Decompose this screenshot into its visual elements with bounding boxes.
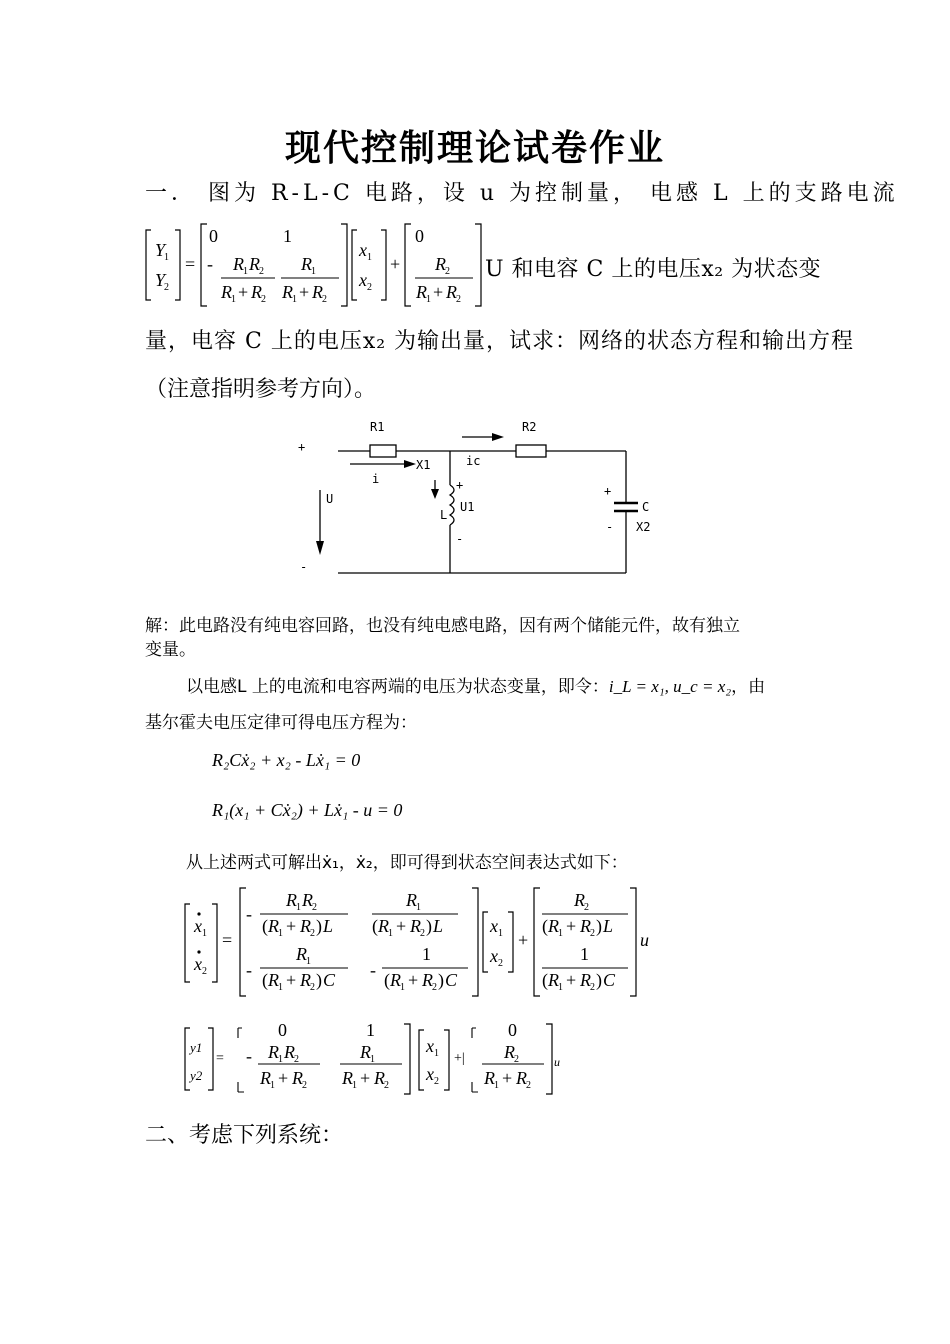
svg-text:R: R <box>342 1068 353 1088</box>
svg-text:(: ( <box>262 970 268 990</box>
svg-text:x: x <box>490 946 498 966</box>
svg-text:y1: y1 <box>190 1040 203 1055</box>
svg-text:-: - <box>207 254 213 274</box>
svg-text:C: C <box>445 970 458 990</box>
svg-text:+: + <box>238 282 249 302</box>
svg-text:R: R <box>360 1042 371 1062</box>
svg-text:y2: y2 <box>190 1068 203 1083</box>
svg-text:1: 1 <box>306 956 311 967</box>
label-ic: ic <box>466 454 481 468</box>
svg-text:L: L <box>323 916 334 936</box>
svg-text:R: R <box>284 1042 295 1062</box>
svg-text:): ) <box>316 916 322 936</box>
svg-text:1: 1 <box>231 294 236 305</box>
svg-text:2: 2 <box>498 958 503 969</box>
svg-text:u: u <box>554 1055 560 1069</box>
svg-text:R: R <box>302 890 313 910</box>
svg-text:x: x <box>490 916 498 936</box>
minus-capacitor: - <box>606 520 614 534</box>
svg-text:+: + <box>518 930 529 950</box>
svg-text:0: 0 <box>508 1020 517 1040</box>
svg-text:R: R <box>580 916 591 936</box>
problem2-heading: 二、考虑下列系统： <box>145 1123 344 1148</box>
minus-inductor: - <box>456 532 464 546</box>
problem1-output-equation <box>145 220 505 310</box>
svg-text:): ) <box>596 916 602 936</box>
label-u1: U1 <box>460 500 475 514</box>
svg-text:C: C <box>323 970 336 990</box>
solution-line3-tail: ，由 <box>731 677 766 697</box>
svg-text:R: R <box>378 916 389 936</box>
svg-text:+: + <box>390 254 401 274</box>
svg-text:x: x <box>194 916 202 936</box>
svg-text:2: 2 <box>584 902 589 913</box>
plus-inductor: + <box>456 478 464 492</box>
svg-text:R: R <box>282 282 293 302</box>
svg-text:1: 1 <box>558 982 563 993</box>
svg-text:R: R <box>300 916 311 936</box>
state-equation <box>182 882 662 1002</box>
svg-text:+: + <box>408 970 419 990</box>
solution-line5: 从上述两式可解出ẋ₁，ẋ₂，即可得到状态空间表达式如下： <box>186 853 628 873</box>
svg-text:R: R <box>268 970 279 990</box>
svg-text:(: ( <box>384 970 390 990</box>
svg-text:R: R <box>446 282 457 302</box>
svg-text:): ) <box>438 970 444 990</box>
label-c: C <box>642 500 650 514</box>
svg-text:2: 2 <box>445 266 450 277</box>
svg-text:1: 1 <box>164 252 169 263</box>
page-title: 现代控制理论试卷作业 <box>284 127 665 169</box>
svg-text:L: L <box>603 916 614 936</box>
svg-text:R: R <box>251 282 262 302</box>
svg-text:2: 2 <box>302 1080 307 1091</box>
state-variable-definition: i_L = x₁, u_c = x₂ <box>608 677 732 696</box>
svg-text:1: 1 <box>400 982 405 993</box>
svg-text:2: 2 <box>456 294 461 305</box>
svg-text:+: + <box>299 282 310 302</box>
svg-text:+: + <box>566 916 577 936</box>
svg-text:(: ( <box>372 916 378 936</box>
svg-text:1: 1 <box>292 294 297 305</box>
svg-text:1: 1 <box>370 1054 375 1065</box>
svg-text:R: R <box>268 916 279 936</box>
solution-line2: 变量。 <box>145 640 196 660</box>
output-equation <box>182 1020 582 1100</box>
problem1-line2-tail: U 和电容 C 上的电压x₂ 为状态变 <box>485 257 822 282</box>
solution-line3 <box>186 672 765 697</box>
svg-text:0: 0 <box>209 226 218 246</box>
svg-text:1: 1 <box>278 982 283 993</box>
svg-text:+: + <box>286 916 297 936</box>
svg-text:1: 1 <box>202 928 207 939</box>
label-i: i <box>372 472 380 486</box>
svg-text:(: ( <box>542 970 548 990</box>
svg-text:R: R <box>300 970 311 990</box>
svg-text:2: 2 <box>310 982 315 993</box>
svg-text:+: + <box>278 1068 289 1088</box>
svg-text:1: 1 <box>580 944 589 964</box>
svg-text:R: R <box>292 1068 303 1088</box>
svg-text:Y: Y <box>155 270 166 290</box>
svg-text:x: x <box>359 240 367 260</box>
svg-text:2: 2 <box>420 928 425 939</box>
svg-text:2: 2 <box>526 1080 531 1091</box>
svg-text:1: 1 <box>494 1080 499 1091</box>
svg-text:+: + <box>566 970 577 990</box>
svg-text:=: = <box>216 1051 224 1066</box>
solution-line3-text: 以电感L 上的电流和电容两端的电压为状态变量，即令： <box>186 677 609 697</box>
svg-text:R: R <box>406 890 417 910</box>
svg-text:-: - <box>246 960 252 980</box>
svg-text:1: 1 <box>278 928 283 939</box>
plus-capacitor: + <box>604 484 612 498</box>
label-r2: R2 <box>522 420 537 434</box>
plus-source: + <box>298 440 306 454</box>
svg-text:2: 2 <box>367 282 372 293</box>
svg-text:1: 1 <box>388 928 393 939</box>
svg-text:R: R <box>416 282 427 302</box>
svg-text:R: R <box>504 1042 515 1062</box>
solution-line1: 解：此电路没有纯电容回路，也没有纯电感电路，因有两个储能元件，故有独立 <box>145 616 740 636</box>
svg-text:-: - <box>370 960 376 980</box>
svg-text:2: 2 <box>590 928 595 939</box>
svg-text:): ) <box>316 970 322 990</box>
svg-text:R: R <box>301 254 312 274</box>
rlc-circuit-diagram <box>290 415 670 585</box>
svg-text:x: x <box>194 954 202 974</box>
svg-text:+: + <box>360 1068 371 1088</box>
svg-text:1: 1 <box>278 1054 283 1065</box>
svg-text:1: 1 <box>283 226 292 246</box>
svg-text:R: R <box>574 890 585 910</box>
svg-text:+: + <box>502 1068 513 1088</box>
svg-text:2: 2 <box>294 1054 299 1065</box>
svg-text:2: 2 <box>259 266 264 277</box>
svg-text:(: ( <box>542 916 548 936</box>
svg-text:-: - <box>246 1046 252 1066</box>
problem1-line4: （注意指明参考方向）。 <box>145 377 377 402</box>
svg-text:C: C <box>603 970 616 990</box>
svg-text:2: 2 <box>590 982 595 993</box>
svg-text:x: x <box>426 1064 434 1084</box>
problem1-line3: 量，电容 C 上的电压x₂ 为输出量，试求：网络的状态方程和输出方程 <box>145 329 855 354</box>
svg-text:1: 1 <box>498 928 503 939</box>
svg-text:+: + <box>396 916 407 936</box>
svg-text:R: R <box>268 1042 279 1062</box>
svg-text:L: L <box>433 916 444 936</box>
svg-text:R: R <box>249 254 260 274</box>
label-l: L <box>440 508 448 522</box>
svg-text:1: 1 <box>426 294 431 305</box>
svg-text:R: R <box>286 890 297 910</box>
svg-text:2: 2 <box>312 902 317 913</box>
svg-text:R: R <box>233 254 244 274</box>
svg-text:1: 1 <box>422 944 431 964</box>
svg-text:2: 2 <box>164 282 169 293</box>
svg-text:1: 1 <box>366 1020 375 1040</box>
label-u: U <box>326 492 334 506</box>
svg-text:R: R <box>548 916 559 936</box>
svg-text:R: R <box>221 282 232 302</box>
svg-text:1: 1 <box>311 266 316 277</box>
svg-text:R: R <box>260 1068 271 1088</box>
voltage-equation-2: R₁(x₁ + Cẋ₂) + Lẋ₁ - u = 0 <box>212 800 403 820</box>
svg-text:Y: Y <box>155 240 166 260</box>
solution-line4: 基尔霍夫电压定律可得电压方程为： <box>145 713 417 733</box>
svg-text:): ) <box>596 970 602 990</box>
svg-text:-: - <box>246 904 252 924</box>
svg-text:2: 2 <box>261 294 266 305</box>
minus-source: - <box>300 560 308 574</box>
svg-text:R: R <box>484 1068 495 1088</box>
label-x2: X2 <box>636 520 651 534</box>
svg-text:+: + <box>286 970 297 990</box>
label-r1: R1 <box>370 420 385 434</box>
svg-text:R: R <box>410 916 421 936</box>
svg-text:): ) <box>426 916 432 936</box>
svg-text:1: 1 <box>270 1080 275 1091</box>
svg-text:1: 1 <box>243 266 248 277</box>
svg-text:R: R <box>296 944 307 964</box>
svg-text:2: 2 <box>514 1054 519 1065</box>
svg-text:2: 2 <box>384 1080 389 1091</box>
svg-text:R: R <box>580 970 591 990</box>
svg-text:R: R <box>374 1068 385 1088</box>
svg-text:x: x <box>359 270 367 290</box>
svg-text:2: 2 <box>310 928 315 939</box>
svg-text:2: 2 <box>432 982 437 993</box>
svg-text:R: R <box>312 282 323 302</box>
svg-text:=: = <box>185 254 196 274</box>
svg-text:R: R <box>548 970 559 990</box>
svg-text:2: 2 <box>202 966 207 977</box>
svg-text:0: 0 <box>415 226 424 246</box>
svg-text:1: 1 <box>367 252 372 263</box>
svg-text:=: = <box>222 930 233 950</box>
svg-text:1: 1 <box>296 902 301 913</box>
svg-text:+|: +| <box>454 1051 465 1066</box>
svg-text:(: ( <box>262 916 268 936</box>
svg-text:R: R <box>516 1068 527 1088</box>
svg-text:R: R <box>390 970 401 990</box>
svg-text:u: u <box>640 930 649 950</box>
label-x1: X1 <box>416 458 431 472</box>
svg-text:1: 1 <box>558 928 563 939</box>
svg-text:1: 1 <box>434 1048 439 1059</box>
svg-text:1: 1 <box>416 902 421 913</box>
svg-text:R: R <box>435 254 446 274</box>
svg-text:2: 2 <box>322 294 327 305</box>
problem1-line1: 一． 图为 R-L-C 电路，设 u 为控制量， 电感 L 上的支路电流 <box>145 181 899 206</box>
svg-text:+: + <box>433 282 444 302</box>
voltage-equation-1: R₂Cẋ₂ + x₂ - Lẋ₁ = 0 <box>212 750 361 770</box>
svg-text:2: 2 <box>434 1076 439 1087</box>
svg-text:R: R <box>422 970 433 990</box>
svg-text:0: 0 <box>278 1020 287 1040</box>
svg-text:x: x <box>426 1036 434 1056</box>
svg-text:1: 1 <box>352 1080 357 1091</box>
